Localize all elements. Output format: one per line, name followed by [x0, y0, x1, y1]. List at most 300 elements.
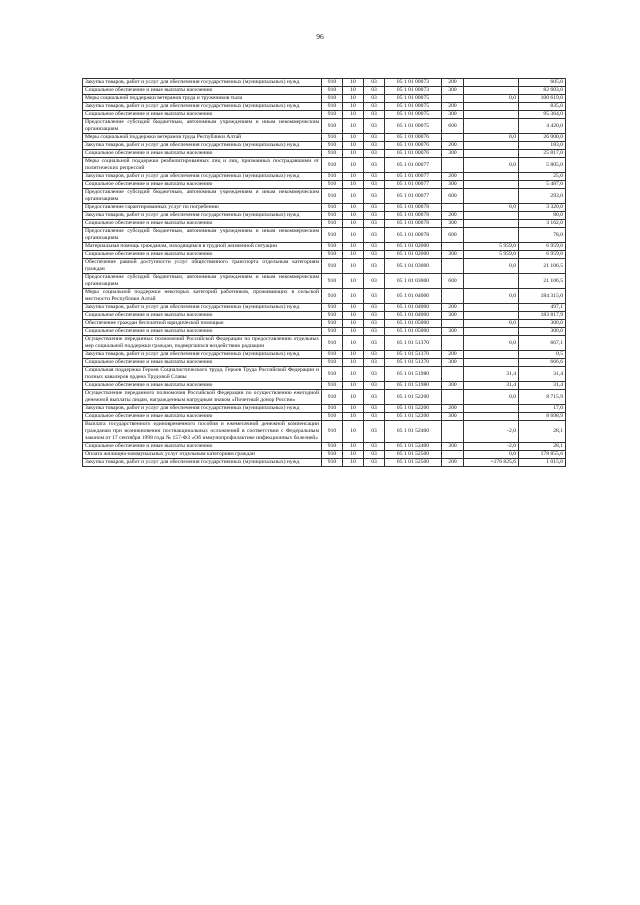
target-article-cell: 05 1 01 00077 [385, 189, 442, 204]
expense-type-cell: 300 [442, 359, 464, 367]
subsection-cell: 03 [364, 405, 385, 413]
change-amount-cell: 5 959,0 [464, 251, 519, 259]
section-cell: 10 [343, 119, 364, 134]
section-cell: 10 [343, 351, 364, 359]
total-amount-cell: 6 959,0 [519, 251, 566, 259]
total-amount-cell: 8 698,9 [519, 413, 566, 421]
section-cell: 10 [343, 220, 364, 228]
change-amount-cell: -2,0 [464, 443, 519, 451]
change-amount-cell [464, 351, 519, 359]
ministry-code-cell: 910 [322, 382, 343, 390]
change-amount-cell: 31,4 [464, 367, 519, 382]
section-cell: 10 [343, 134, 364, 142]
subsection-cell: 03 [364, 351, 385, 359]
table-row [83, 181, 566, 189]
total-amount-cell: 8 715,9 [519, 390, 566, 405]
table-row [83, 243, 566, 251]
ministry-code-cell: 910 [322, 220, 343, 228]
total-amount-cell: 6 959,0 [519, 243, 566, 251]
total-amount-cell: 5 805,0 [519, 158, 566, 173]
section-cell: 10 [343, 413, 364, 421]
change-amount-cell [464, 220, 519, 228]
expense-type-cell: 600 [442, 189, 464, 204]
subsection-cell: 03 [364, 251, 385, 259]
page-number: 96 [316, 32, 324, 41]
expense-type-cell: 200 [442, 103, 464, 111]
total-amount-cell: 666,6 [519, 359, 566, 367]
section-cell: 10 [343, 189, 364, 204]
change-amount-cell: 0,0 [464, 134, 519, 142]
target-article-cell: 05 1 01 51370 [385, 336, 442, 351]
total-amount-cell: 95 364,0 [519, 111, 566, 119]
target-article-cell: 05 1 01 52200 [385, 405, 442, 413]
section-cell: 10 [343, 228, 364, 243]
target-article-cell: 05 1 01 05000 [385, 328, 442, 336]
subsection-cell: 03 [364, 382, 385, 390]
expense-type-cell: 300 [442, 328, 464, 336]
expense-type-cell [442, 95, 464, 103]
subsection-cell: 03 [364, 421, 385, 443]
target-article-cell: 05 1 01 02000 [385, 243, 442, 251]
section-cell: 10 [343, 259, 364, 274]
row-name-cell: Обеспечение равной доступности услуг общественного транспорта отдельным категориям граждан [83, 259, 322, 274]
row-name-cell: Осуществление переданного полномочия Российской Федерации по осуществлению ежегодной денежной выплаты лицам, награжденным нагрудным знаком «Почетный донор России» [83, 390, 322, 405]
table-row [83, 111, 566, 119]
change-amount-cell [464, 181, 519, 189]
change-amount-cell: 0,0 [464, 95, 519, 103]
section-cell: 10 [343, 421, 364, 443]
subsection-cell: 03 [364, 173, 385, 181]
expense-type-cell: 200 [442, 212, 464, 220]
section-cell: 10 [343, 251, 364, 259]
table-row [83, 274, 566, 289]
subsection-cell: 03 [364, 87, 385, 95]
subsection-cell: 03 [364, 243, 385, 251]
expense-type-cell: 300 [442, 181, 464, 189]
expense-type-cell: 600 [442, 274, 464, 289]
target-article-cell: 05 1 01 00076 [385, 142, 442, 150]
change-amount-cell [464, 111, 519, 119]
target-article-cell: 05 1 01 03000 [385, 274, 442, 289]
target-article-cell: 05 1 01 51980 [385, 367, 442, 382]
table-row [83, 142, 566, 150]
row-name-cell: Закупка товаров, работ и услуг для обеспечения государственных (муниципальных) нужд [83, 103, 322, 111]
total-amount-cell: 25 817,0 [519, 150, 566, 158]
subsection-cell: 03 [364, 274, 385, 289]
target-article-cell: 05 1 01 51370 [385, 359, 442, 367]
subsection-cell: 03 [364, 304, 385, 312]
table-row [83, 359, 566, 367]
total-amount-cell: 3 320,0 [519, 204, 566, 212]
target-article-cell: 05 1 01 04000 [385, 312, 442, 320]
ministry-code-cell: 910 [322, 413, 343, 421]
target-article-cell: 05 1 01 05000 [385, 320, 442, 328]
target-article-cell: 05 1 01 00078 [385, 228, 442, 243]
subsection-cell: 03 [364, 204, 385, 212]
table-row [83, 443, 566, 451]
ministry-code-cell: 910 [322, 421, 343, 443]
target-article-cell: 05 1 01 00075 [385, 95, 442, 103]
expense-type-cell [442, 367, 464, 382]
section-cell: 10 [343, 150, 364, 158]
change-amount-cell [464, 173, 519, 181]
section-cell: 10 [343, 181, 364, 189]
table-row [83, 173, 566, 181]
subsection-cell: 03 [364, 336, 385, 351]
section-cell: 10 [343, 79, 364, 87]
row-name-cell: Меры социальной поддержки ветеранов труда Республики Алтай [83, 134, 322, 142]
change-amount-cell [464, 103, 519, 111]
total-amount-cell: 80,0 [519, 212, 566, 220]
section-cell: 10 [343, 312, 364, 320]
row-name-cell: Осуществление переданных полномочий Российской Федерации по предоставлению отдельных мер социальной поддержки граждан, подвергшихся воздействию радиации [83, 336, 322, 351]
target-article-cell: 05 1 01 52500 [385, 459, 442, 467]
total-amount-cell: 82 603,0 [519, 87, 566, 95]
ministry-code-cell: 910 [322, 150, 343, 158]
target-article-cell: 05 1 01 52500 [385, 451, 442, 459]
target-article-cell: 05 1 01 03000 [385, 259, 442, 274]
total-amount-cell: 100 619,0 [519, 95, 566, 103]
total-amount-cell: 183,0 [519, 142, 566, 150]
total-amount-cell: 26 000,0 [519, 134, 566, 142]
row-name-cell: Предоставление субсидий бюджетным, автономным учреждениям и иным некоммерческим организациям [83, 228, 322, 243]
change-amount-cell: -2,0 [464, 421, 519, 443]
ministry-code-cell: 910 [322, 158, 343, 173]
target-article-cell: 05 1 01 00075 [385, 111, 442, 119]
row-name-cell: Закупка товаров, работ и услуг для обеспечения государственных (муниципальных) нужд [83, 351, 322, 359]
row-name-cell: Социальное обеспечение и иные выплаты населению [83, 150, 322, 158]
table-row [83, 251, 566, 259]
row-name-cell: Материальная помощь гражданам, находящимся в трудной жизненной ситуации [83, 243, 322, 251]
table-row [83, 150, 566, 158]
subsection-cell: 03 [364, 328, 385, 336]
ministry-code-cell: 910 [322, 212, 343, 220]
ministry-code-cell: 910 [322, 189, 343, 204]
expense-type-cell: 600 [442, 119, 464, 134]
expense-type-cell: 200 [442, 79, 464, 87]
subsection-cell: 03 [364, 312, 385, 320]
change-amount-cell: 0,0 [464, 289, 519, 304]
subsection-cell: 03 [364, 158, 385, 173]
change-amount-cell [464, 312, 519, 320]
row-name-cell: Социальное обеспечение и иные выплаты населению [83, 328, 322, 336]
ministry-code-cell: 910 [322, 142, 343, 150]
total-amount-cell: 497,1 [519, 304, 566, 312]
section-cell: 10 [343, 336, 364, 351]
total-amount-cell: 0,5 [519, 351, 566, 359]
target-article-cell: 05 1 01 00076 [385, 134, 442, 142]
subsection-cell: 03 [364, 134, 385, 142]
expense-type-cell [442, 204, 464, 212]
expense-type-cell: 300 [442, 312, 464, 320]
budget-table [82, 78, 566, 467]
row-name-cell: Выплата государственного единовременного пособия и ежемесячной денежной компенсации гражданам при возникновении поствакцинальных осложнений в соответствии с Федеральным законом от 17 сентября 1998 года № 157-ФЗ «Об иммунопрофилактике инфекционных болезней» [83, 421, 322, 443]
change-amount-cell: 0,0 [464, 336, 519, 351]
target-article-cell: 05 1 01 00076 [385, 150, 442, 158]
table-row [83, 421, 566, 443]
total-amount-cell: 21 106,5 [519, 259, 566, 274]
table-row [83, 158, 566, 173]
expense-type-cell: 200 [442, 304, 464, 312]
expense-type-cell: 200 [442, 459, 464, 467]
row-name-cell: Социальное обеспечение и иные выплаты населению [83, 220, 322, 228]
row-name-cell: Предоставление субсидий бюджетным, автономным учреждениям и иным некоммерческим организациям [83, 274, 322, 289]
ministry-code-cell: 910 [322, 228, 343, 243]
total-amount-cell: 31,4 [519, 367, 566, 382]
subsection-cell: 03 [364, 289, 385, 304]
target-article-cell: 05 1 01 00078 [385, 212, 442, 220]
total-amount-cell: 667,1 [519, 336, 566, 351]
section-cell: 10 [343, 459, 364, 467]
total-amount-cell: 28,1 [519, 443, 566, 451]
section-cell: 10 [343, 87, 364, 95]
target-article-cell: 05 1 01 02000 [385, 251, 442, 259]
expense-type-cell [442, 421, 464, 443]
subsection-cell: 03 [364, 451, 385, 459]
target-article-cell: 05 1 01 51370 [385, 351, 442, 359]
row-name-cell: Обеспечение граждан бесплатной юридической помощью [83, 320, 322, 328]
ministry-code-cell: 910 [322, 351, 343, 359]
table-row [83, 336, 566, 351]
section-cell: 10 [343, 359, 364, 367]
ministry-code-cell: 910 [322, 259, 343, 274]
total-amount-cell: 31,4 [519, 382, 566, 390]
table-row [83, 119, 566, 134]
total-amount-cell: 25,0 [519, 173, 566, 181]
subsection-cell: 03 [364, 189, 385, 204]
change-amount-cell [464, 212, 519, 220]
ministry-code-cell: 910 [322, 367, 343, 382]
subsection-cell: 03 [364, 79, 385, 87]
subsection-cell: 03 [364, 142, 385, 150]
table-row [83, 328, 566, 336]
target-article-cell: 05 1 01 00073 [385, 79, 442, 87]
total-amount-cell: 300,0 [519, 328, 566, 336]
section-cell: 10 [343, 204, 364, 212]
expense-type-cell: 300 [442, 150, 464, 158]
table-row [83, 304, 566, 312]
row-name-cell: Социальное обеспечение и иные выплаты населению [83, 87, 322, 95]
table-row [83, 259, 566, 274]
ministry-code-cell: 910 [322, 336, 343, 351]
ministry-code-cell: 910 [322, 304, 343, 312]
section-cell: 10 [343, 212, 364, 220]
target-article-cell: 05 1 01 00075 [385, 119, 442, 134]
section-cell: 10 [343, 103, 364, 111]
target-article-cell: 05 1 01 00077 [385, 181, 442, 189]
change-amount-cell [464, 304, 519, 312]
section-cell: 10 [343, 304, 364, 312]
ministry-code-cell: 910 [322, 359, 343, 367]
row-name-cell: Закупка товаров, работ и услуг для обеспечения государственных (муниципальных) нужд [83, 405, 322, 413]
row-name-cell: Социальная поддержка Героев Социалистического труда, Героев Труда Российской Федерации и полных кавалеров ордена Трудовой Славы [83, 367, 322, 382]
ministry-code-cell: 910 [322, 451, 343, 459]
ministry-code-cell: 910 [322, 390, 343, 405]
change-amount-cell [464, 413, 519, 421]
section-cell: 10 [343, 443, 364, 451]
expense-type-cell [442, 336, 464, 351]
section-cell: 10 [343, 320, 364, 328]
subsection-cell: 03 [364, 103, 385, 111]
total-amount-cell: 300,0 [519, 320, 566, 328]
target-article-cell: 05 1 01 00078 [385, 220, 442, 228]
table-row [83, 95, 566, 103]
total-amount-cell: 178 855,6 [519, 451, 566, 459]
target-article-cell: 05 1 01 52400 [385, 443, 442, 451]
change-amount-cell [464, 405, 519, 413]
ministry-code-cell: 910 [322, 79, 343, 87]
total-amount-cell: 5 487,0 [519, 181, 566, 189]
total-amount-cell: 1 015,0 [519, 459, 566, 467]
section-cell: 10 [343, 111, 364, 119]
subsection-cell: 03 [364, 367, 385, 382]
expense-type-cell: 300 [442, 443, 464, 451]
table-row [83, 289, 566, 304]
row-name-cell: Социальное обеспечение и иные выплаты населению [83, 413, 322, 421]
subsection-cell: 03 [364, 413, 385, 421]
subsection-cell: 03 [364, 150, 385, 158]
total-amount-cell: 835,0 [519, 103, 566, 111]
table-row [83, 451, 566, 459]
expense-type-cell [442, 158, 464, 173]
subsection-cell: 03 [364, 220, 385, 228]
section-cell: 10 [343, 382, 364, 390]
change-amount-cell: 0,0 [464, 259, 519, 274]
subsection-cell: 03 [364, 95, 385, 103]
change-amount-cell: 0,0 [464, 204, 519, 212]
section-cell: 10 [343, 274, 364, 289]
row-name-cell: Предоставление субсидий бюджетным, автономным учреждениям и иным некоммерческим организациям [83, 189, 322, 204]
total-amount-cell: 293,0 [519, 189, 566, 204]
change-amount-cell: 0,0 [464, 158, 519, 173]
target-article-cell: 05 1 01 52400 [385, 421, 442, 443]
expense-type-cell: 600 [442, 228, 464, 243]
expense-type-cell: 300 [442, 220, 464, 228]
ministry-code-cell: 910 [322, 459, 343, 467]
change-amount-cell: 31,4 [464, 382, 519, 390]
ministry-code-cell: 910 [322, 443, 343, 451]
change-amount-cell [464, 142, 519, 150]
section-cell: 10 [343, 405, 364, 413]
table-row [83, 87, 566, 95]
table-row [83, 320, 566, 328]
ministry-code-cell: 910 [322, 111, 343, 119]
row-name-cell: Социальное обеспечение и иные выплаты населению [83, 443, 322, 451]
change-amount-cell [464, 228, 519, 243]
ministry-code-cell: 910 [322, 173, 343, 181]
change-amount-cell: +176 825,6 [464, 459, 519, 467]
section-cell: 10 [343, 289, 364, 304]
expense-type-cell: 300 [442, 382, 464, 390]
expense-type-cell: 200 [442, 405, 464, 413]
total-amount-cell: 605,0 [519, 79, 566, 87]
budget-table-body [83, 79, 566, 467]
ministry-code-cell: 910 [322, 405, 343, 413]
target-article-cell: 05 1 01 04000 [385, 304, 442, 312]
expense-type-cell: 200 [442, 351, 464, 359]
section-cell: 10 [343, 95, 364, 103]
change-amount-cell: 0,0 [464, 390, 519, 405]
table-row [83, 382, 566, 390]
table-row [83, 413, 566, 421]
row-name-cell: Социальное обеспечение и иные выплаты населению [83, 251, 322, 259]
row-name-cell: Предоставление гарантированных услуг по погребению [83, 204, 322, 212]
change-amount-cell [464, 150, 519, 158]
ministry-code-cell: 910 [322, 289, 343, 304]
total-amount-cell: 78,0 [519, 228, 566, 243]
total-amount-cell: 184 315,0 [519, 289, 566, 304]
target-article-cell: 05 1 01 52200 [385, 413, 442, 421]
total-amount-cell: 4 420,0 [519, 119, 566, 134]
total-amount-cell: 21 106,5 [519, 274, 566, 289]
ministry-code-cell: 910 [322, 134, 343, 142]
subsection-cell: 03 [364, 119, 385, 134]
subsection-cell: 03 [364, 359, 385, 367]
section-cell: 10 [343, 173, 364, 181]
subsection-cell: 03 [364, 212, 385, 220]
total-amount-cell: 28,1 [519, 421, 566, 443]
row-name-cell: Закупка товаров, работ и услуг для обеспечения государственных (муниципальных) нужд [83, 79, 322, 87]
expense-type-cell [442, 259, 464, 274]
row-name-cell: Социальное обеспечение и иные выплаты населению [83, 382, 322, 390]
expense-type-cell: 300 [442, 87, 464, 95]
expense-type-cell [442, 451, 464, 459]
ministry-code-cell: 910 [322, 95, 343, 103]
ministry-code-cell: 910 [322, 320, 343, 328]
table-row [83, 103, 566, 111]
target-article-cell: 05 1 01 52200 [385, 390, 442, 405]
ministry-code-cell: 910 [322, 251, 343, 259]
target-article-cell: 05 1 01 51980 [385, 382, 442, 390]
row-name-cell: Меры социальной поддержки некоторых категорий работников, проживающих в сельской местности Республики Алтай [83, 289, 322, 304]
change-amount-cell [464, 119, 519, 134]
subsection-cell: 03 [364, 228, 385, 243]
table-row [83, 312, 566, 320]
row-name-cell: Социальное обеспечение и иные выплаты населению [83, 181, 322, 189]
section-cell: 10 [343, 142, 364, 150]
table-row [83, 390, 566, 405]
subsection-cell: 03 [364, 259, 385, 274]
row-name-cell: Закупка товаров, работ и услуг для обеспечения государственных (муниципальных) нужд [83, 142, 322, 150]
expense-type-cell: 300 [442, 251, 464, 259]
subsection-cell: 03 [364, 181, 385, 189]
section-cell: 10 [343, 243, 364, 251]
section-cell: 10 [343, 158, 364, 173]
change-amount-cell [464, 359, 519, 367]
section-cell: 10 [343, 451, 364, 459]
section-cell: 10 [343, 328, 364, 336]
expense-type-cell [442, 320, 464, 328]
target-article-cell: 05 1 01 00073 [385, 87, 442, 95]
section-cell: 10 [343, 390, 364, 405]
expense-type-cell [442, 390, 464, 405]
subsection-cell: 03 [364, 320, 385, 328]
expense-type-cell: 200 [442, 142, 464, 150]
row-name-cell: Закупка товаров, работ и услуг для обеспечения государственных (муниципальных) нужд [83, 304, 322, 312]
table-row [83, 459, 566, 467]
change-amount-cell [464, 79, 519, 87]
section-cell: 10 [343, 367, 364, 382]
expense-type-cell: 300 [442, 413, 464, 421]
row-name-cell: Меры социальной поддержки реабилитированных лиц и лиц, признанных пострадавшими от политических репрессий [83, 158, 322, 173]
row-name-cell: Социальное обеспечение и иные выплаты населению [83, 359, 322, 367]
row-name-cell: Предоставление субсидий бюджетным, автономным учреждениям и иным некоммерческим организациям [83, 119, 322, 134]
ministry-code-cell: 910 [322, 119, 343, 134]
expense-type-cell [442, 243, 464, 251]
row-name-cell: Закупка товаров, работ и услуг для обеспечения государственных (муниципальных) нужд [83, 212, 322, 220]
change-amount-cell: 0,0 [464, 320, 519, 328]
expense-type-cell [442, 134, 464, 142]
